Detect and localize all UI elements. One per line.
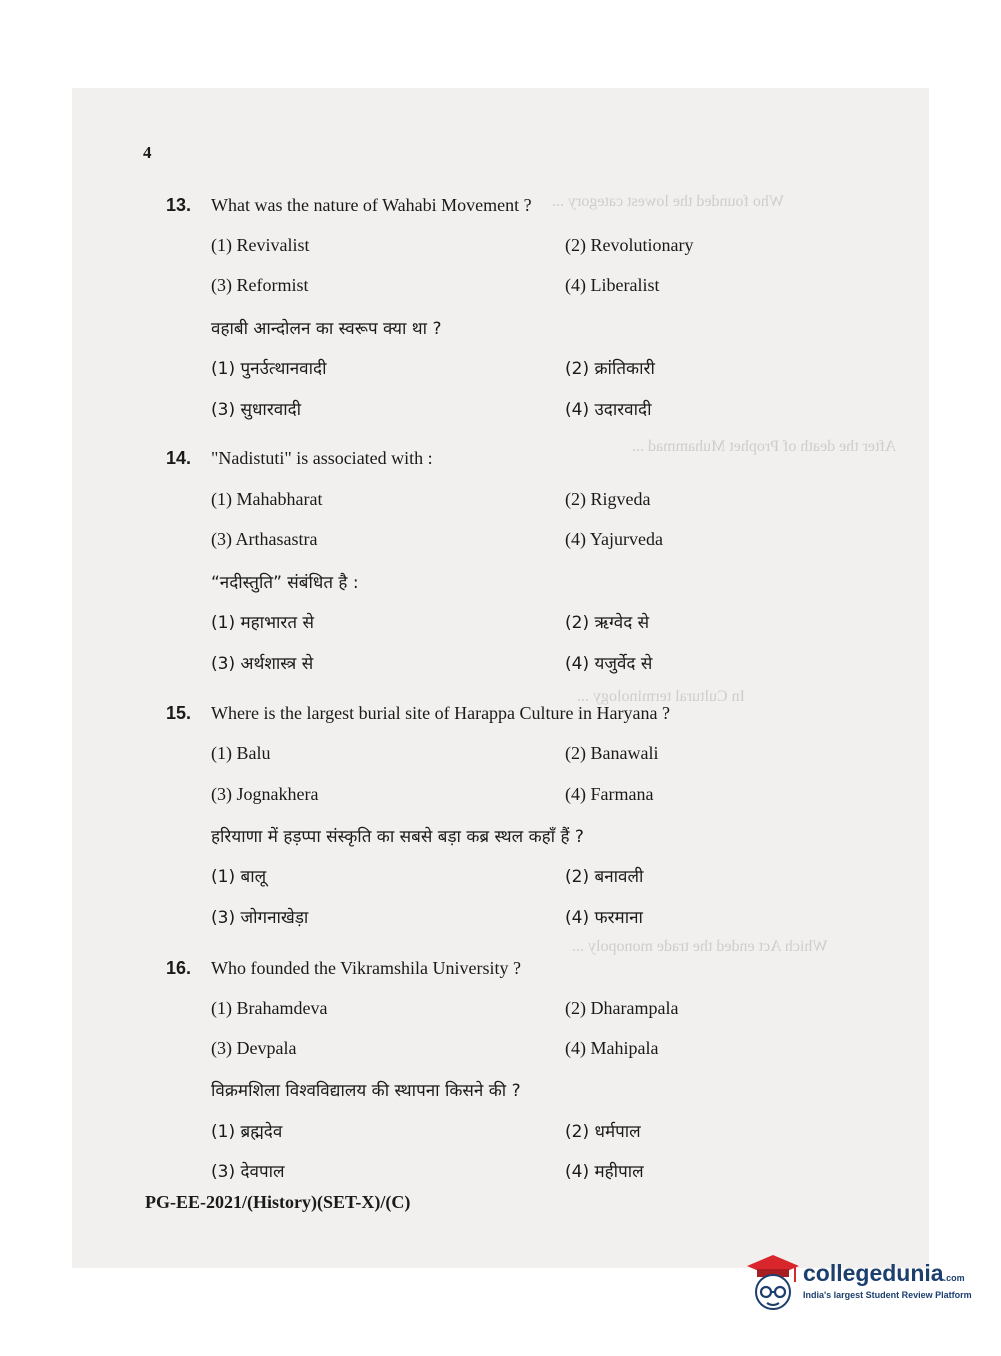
option: (1) पुनर्उत्थानवादी	[211, 359, 327, 379]
bleed-through-text: In Cultural terminology ...	[577, 688, 745, 705]
option: (3) Reformist	[211, 275, 309, 295]
question-text-hi: विक्रमशिला विश्वविद्यालय की स्थापना किसने की ?	[211, 1081, 521, 1101]
option: (2) धर्मपाल	[565, 1122, 641, 1142]
option: (1) Brahamdeva	[211, 998, 328, 1018]
option: (3) Jognakhera	[211, 784, 319, 804]
option: (3) देवपाल	[211, 1162, 285, 1182]
option: (3) Arthasastra	[211, 529, 318, 549]
option: (2) Dharampala	[565, 998, 679, 1018]
option: (2) Rigveda	[565, 489, 651, 509]
question-number: 16.	[166, 958, 192, 978]
option: (2) बनावली	[565, 867, 644, 887]
option: (2) Revolutionary	[565, 235, 694, 255]
option: (2) Banawali	[565, 743, 659, 763]
question-text-hi: “नदीस्तुति” संबंधित है :	[211, 573, 359, 593]
option: (1) Balu	[211, 743, 271, 763]
logo-suffix: .com	[943, 1273, 965, 1283]
option: (4) Yajurveda	[565, 529, 663, 549]
option: (1) ब्रह्मदेव	[211, 1122, 283, 1142]
option: (4) यजुर्वेद से	[565, 654, 653, 674]
paper-code-footer: PG-EE-2021/(History)(SET-X)/(C)	[145, 1192, 411, 1212]
option: (4) Farmana	[565, 784, 654, 804]
option: (3) Devpala	[211, 1038, 297, 1058]
question-text-en: What was the nature of Wahabi Movement ?	[211, 195, 532, 215]
question-number: 15.	[166, 703, 192, 723]
option: (4) Liberalist	[565, 275, 660, 295]
option: (1) Mahabharat	[211, 489, 323, 509]
logo-name: collegedunia	[803, 1260, 944, 1286]
logo-tagline: India's largest Student Review Platform	[803, 1290, 972, 1300]
question-text-hi: हरियाणा में हड़प्पा संस्कृति का सबसे बड़ा कब्र स्थल कहाँ हैं ?	[211, 827, 584, 847]
option: (4) उदारवादी	[565, 400, 652, 420]
option: (1) महाभारत से	[211, 613, 314, 633]
option: (3) जोगनाखेड़ा	[211, 908, 309, 928]
bleed-through-text: After the death of Prophet Muhammad ...	[632, 438, 897, 455]
bleed-through-text: Which Act ended the trade monopoly ...	[572, 938, 828, 955]
option: (1) Revivalist	[211, 235, 310, 255]
graduate-mascot-icon	[743, 1252, 801, 1314]
question-text-en: "Nadistuti" is associated with :	[211, 448, 433, 468]
option: (4) फरमाना	[565, 908, 643, 928]
option: (2) क्रांतिकारी	[565, 359, 655, 379]
option: (3) अर्थशास्त्र से	[211, 654, 314, 674]
bleed-through-text: Who founded the lowest category ...	[552, 193, 784, 210]
question-number: 14.	[166, 448, 192, 468]
option: (2) ऋग्वेद से	[565, 613, 650, 633]
option: (4) महीपाल	[565, 1162, 644, 1182]
question-number: 13.	[166, 195, 192, 215]
page-number: 4	[143, 143, 152, 162]
option: (4) Mahipala	[565, 1038, 659, 1058]
option: (3) सुधारवादी	[211, 400, 302, 420]
question-text-hi: वहाबी आन्दोलन का स्वरूप क्या था ?	[211, 319, 442, 339]
question-text-en: Who founded the Vikramshila University ?	[211, 958, 522, 978]
option: (1) बालू	[211, 867, 267, 887]
collegedunia-logo	[743, 1252, 973, 1322]
question-text-en: Where is the largest burial site of Harappa Culture in Haryana ?	[211, 703, 670, 723]
